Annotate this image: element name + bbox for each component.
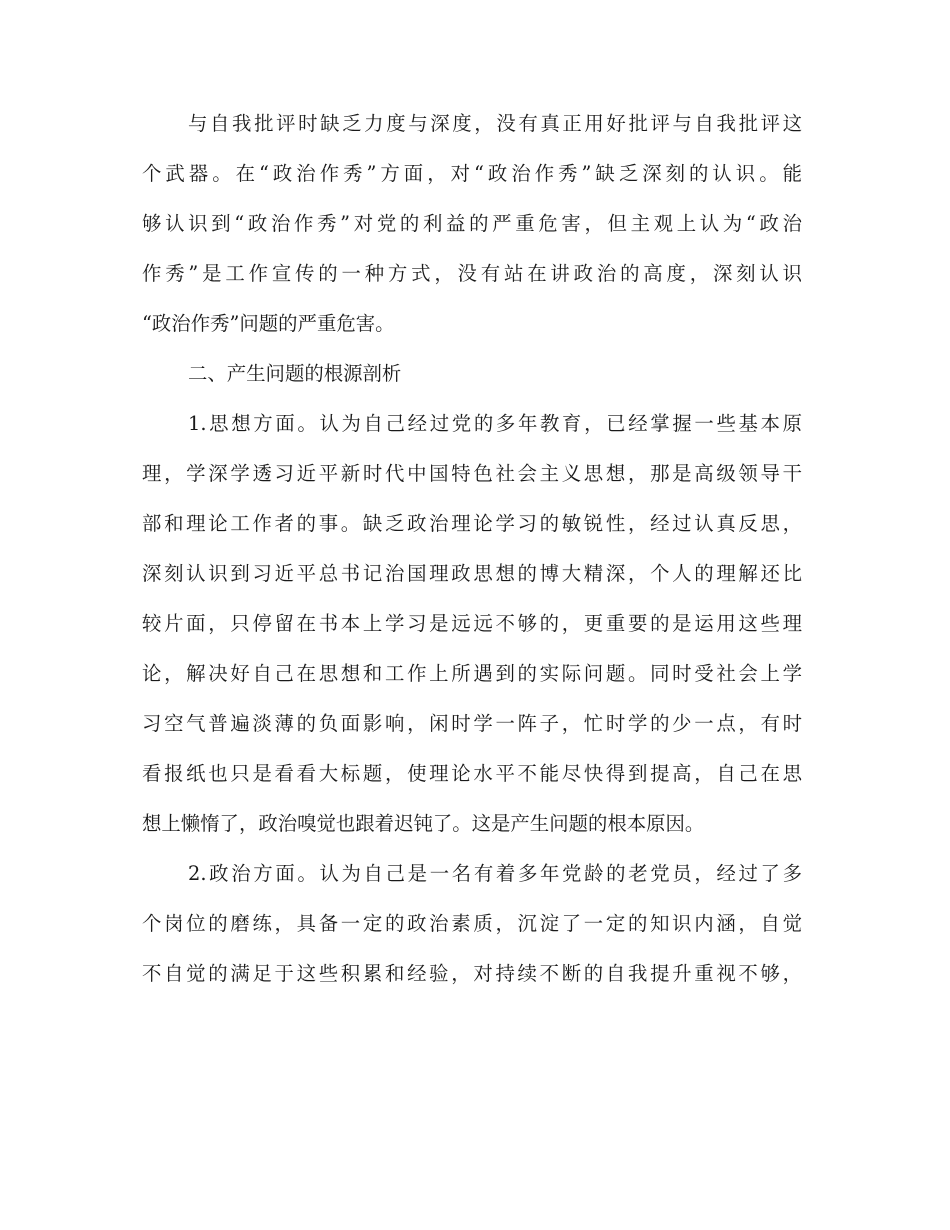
text-line: 够认识到“政治作秀”对党的利益的严重危害，但主观上认为“政治 <box>142 212 802 235</box>
section-heading: 二、产生问题的根源剖析 <box>188 362 402 385</box>
text-line: 理，学深学透习近平新时代中国特色社会主义思想，那是高级领导干 <box>142 462 802 485</box>
text-line: 2.政治方面。认为自己是一名有着多年党龄的老党员，经过了多 <box>188 862 802 885</box>
text-line: 想上懒惰了，政治嗅觉也跟着迟钝了。这是产生问题的根本原因。 <box>142 812 705 835</box>
text-line: “政治作秀”问题的严重危害。 <box>142 312 395 335</box>
text-line: 较片面，只停留在书本上学习是远远不够的，更重要的是运用这些理 <box>142 612 802 635</box>
text-line: 看报纸也只是看看大标题，使理论水平不能尽快得到提高，自己在思 <box>142 762 802 785</box>
text-line: 部和理论工作者的事。缺乏政治理论学习的敏锐性，经过认真反思， <box>142 512 802 535</box>
text-line: 深刻认识到习近平总书记治国理政思想的博大精深，个人的理解还比 <box>142 562 802 585</box>
text-line: 个武器。在“政治作秀”方面，对“政治作秀”缺乏深刻的认识。能 <box>142 162 802 185</box>
text-line: 论，解决好自己在思想和工作上所遇到的实际问题。同时受社会上学 <box>142 662 802 685</box>
text-line: 个岗位的磨练，具备一定的政治素质，沉淀了一定的知识内涵，自觉 <box>142 912 802 935</box>
text-line: 不自觉的满足于这些积累和经验，对持续不断的自我提升重视不够， <box>142 962 802 985</box>
text-line: 习空气普遍淡薄的负面影响，闲时学一阵子，忙时学的少一点，有时 <box>142 712 802 735</box>
text-line: 作秀”是工作宣传的一种方式，没有站在讲政治的高度，深刻认识 <box>142 262 802 285</box>
text-line: 与自我批评时缺乏力度与深度，没有真正用好批评与自我批评这 <box>188 112 802 135</box>
text-line: 1.思想方面。认为自己经过党的多年教育，已经掌握一些基本原 <box>188 412 802 435</box>
